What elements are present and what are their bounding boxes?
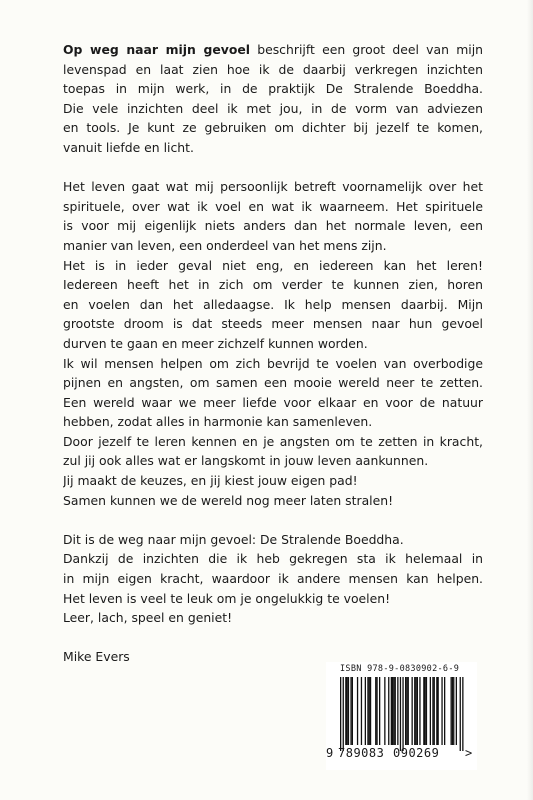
barcode-bar [425,677,426,745]
author-name: Mike Evers [63,649,130,665]
body-line: pijnen en angsten, om samen een mooie wereld neer te zetten. [63,375,483,391]
intro-line: en tools. Je kunt ze gebruiken om dichter bij jezelf te komen, [63,120,483,136]
barcode-bar [348,677,349,745]
body-line: Jij maakt de keuzes, en jij kiest jouw eigen pad! [63,473,358,489]
barcode-bar [436,677,437,745]
barcode-bar [376,677,377,745]
barcode-bar [350,677,351,745]
barcode-bar [444,677,445,745]
barcode-bar [395,677,396,745]
barcode-bar [432,677,433,745]
barcode-bar [369,677,370,745]
barcode-bar [426,677,427,745]
barcode-bar [430,677,431,745]
closing-line: in mijn eigen kracht, waardoor ik andere mensen kan helpen. [63,571,483,587]
body-line: Door jezelf te leren kennen en je angsten om te zetten in kracht, [63,433,483,449]
closing-paragraph [63,530,483,628]
barcode-bar [441,677,442,745]
closing-line: Leer, lach, speel en geniet! [63,610,233,626]
barcode-bar [347,677,348,745]
back-cover-text [63,40,483,667]
barcode-bar [388,677,389,745]
intro-line: Die vele inzichten deel ik met jou, in de vorm van adviezen [63,100,483,116]
body-line: is voor mij eigenlijk niets anders dan het normale leven, een [63,218,483,234]
barcode-bar [438,677,439,745]
barcode-bar [419,677,420,745]
barcode-bar [456,677,457,745]
book-title-bold: Op weg naar mijn gevoel [63,42,250,57]
book-edge-shadow [527,0,533,800]
barcode-bar [367,677,368,745]
barcode-bar [402,677,403,751]
barcode-bar [415,677,416,745]
isbn-label: ISBN 978-9-0830902-6-9 [340,664,460,674]
barcode-first-digit: 9 [326,746,334,760]
barcode-bar [400,677,401,751]
barcode-bar [460,677,461,751]
body-line: grootste droom is dat steeds meer mensen naar hun gevoel [63,316,483,332]
barcode-bar [412,677,413,745]
barcode-bar [352,677,353,745]
barcode-bar [379,677,380,745]
intro-line: levenspad en laat zien hoe ik de daarbij verkregen inzichten [63,61,483,77]
body-line: Iedereen heeft het in zich om verder te kunnen zien, horen [63,277,483,293]
barcode-bar [414,677,415,745]
barcode-bar [408,677,409,745]
body-line: durven te gaan en meer zichzelf kunnen worden. [63,335,368,351]
barcode-bar [365,677,366,745]
barcode-left-digits: 789083 [338,746,385,760]
closing-line: Het leven is veel te leuk om je ongelukkig te voelen! [63,590,391,606]
body-paragraph [63,177,483,510]
body-line: Ik wil mensen helpen om zich bevrijd te voelen van overbodige [63,355,483,371]
barcode-bar [345,677,346,745]
body-line: hebben, zodat alles in harmonie kan samenleven. [63,414,373,430]
intro-line-1: Op weg naar mijn gevoel beschrijft een groot deel van mijn [63,42,483,57]
barcode-bar [391,677,392,745]
barcode-bar [451,677,452,745]
body-line: en voelen dan het alledaagse. Ik help mensen daarbij. Mijn [63,296,483,312]
barcode-bar [375,677,376,745]
barcode-bar [453,677,454,745]
body-line: Het leven gaat wat mij persoonlijk betreft voornamelijk over het [63,179,483,195]
intro-line: vanuit liefde en licht. [63,139,194,155]
barcode-arrow: > [465,746,473,760]
barcode-right-digits: 090269 [393,746,440,760]
barcode-bar [462,677,463,751]
isbn-barcode [326,662,477,770]
body-line: manier van leven, een onderdeel van het mens zijn. [63,237,387,253]
barcode-bar [405,677,406,745]
closing-line: Dankzij de inzichten die ik heb gekregen sta ik helemaal in [63,551,483,567]
barcode-bar [343,677,344,751]
barcode-digits [326,746,477,764]
barcode-bar [384,677,385,745]
barcode-bar [452,677,453,745]
barcode-bar [357,677,358,745]
barcode-bar [406,677,407,745]
barcode-bar [434,677,435,745]
barcode-bar [370,677,371,745]
barcode-bar [340,677,341,751]
body-line: Het is in ieder geval niet eng, en iedereen kan het leren! [63,257,483,273]
body-line: Een wereld waar we meer liefde voor elkaar en voor de natuur [63,394,483,410]
barcode-bar [392,677,393,745]
barcode-bar [397,677,398,745]
intro-line: toepas in mijn werk, in de praktijk De Stralende Boeddha. [63,81,483,97]
barcode-bar [417,677,418,745]
barcode-bar [361,677,362,745]
body-line: Samen kunnen we de wereld nog meer laten stralen! [63,492,394,508]
intro-paragraph [63,40,483,158]
barcode-bar [423,677,424,745]
barcode-bar [393,677,394,745]
closing-line: Dit is de weg naar mijn gevoel: De Stralende Boeddha. [63,531,404,547]
body-line: spirituele, over wat ik voel en wat ik waarneem. Het spirituele [63,198,483,214]
body-line: zul jij ook alles wat er langskomt in jouw leven aankunnen. [63,453,429,469]
barcode-bars [332,677,471,757]
